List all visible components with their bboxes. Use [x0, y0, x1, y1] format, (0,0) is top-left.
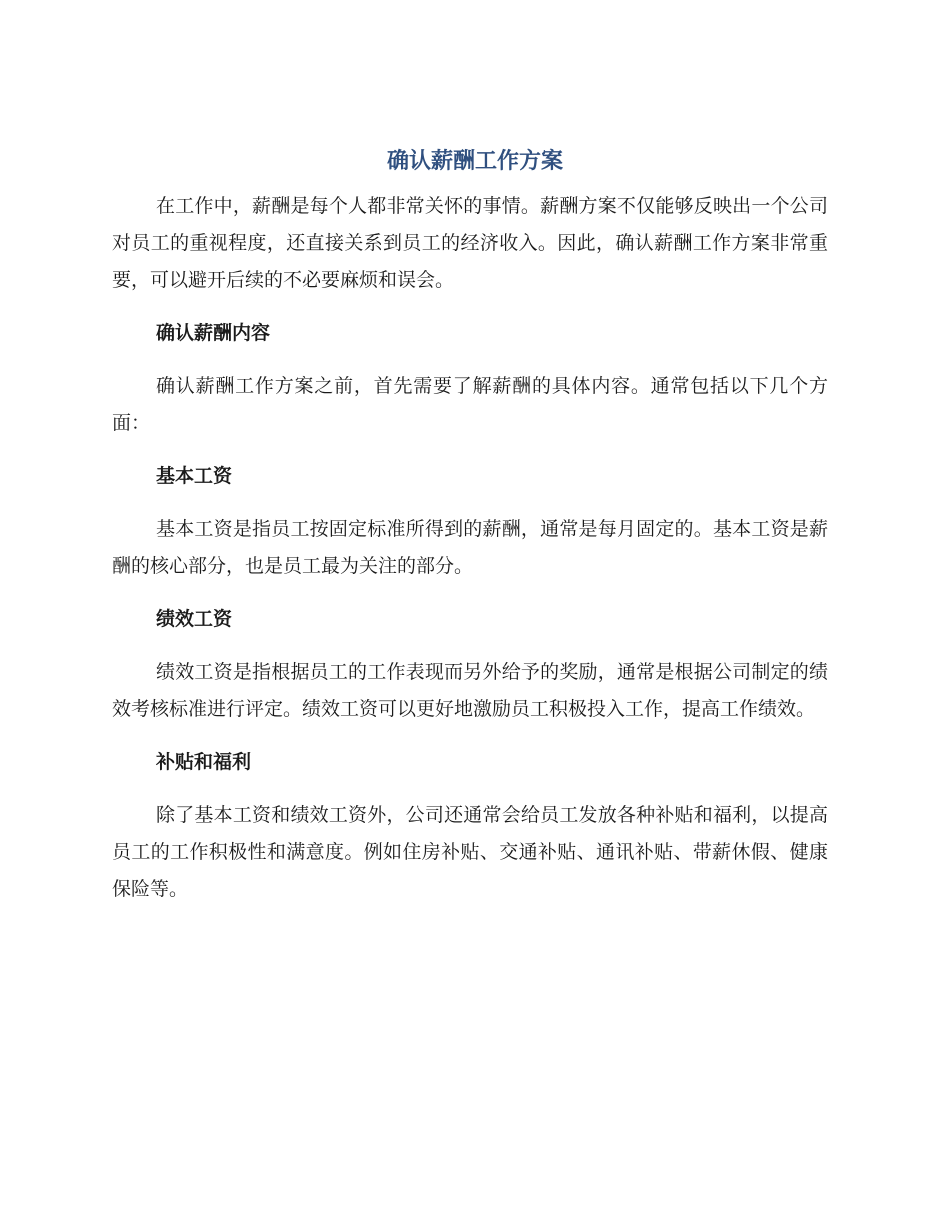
section-body-allowances-benefits: 除了基本工资和绩效工资外，公司还通常会给员工发放各种补贴和福利，以提高员工的工作积极性和满意度。例如住房补贴、交通补贴、通讯补贴、带薪休假、健康保险等。 [112, 804, 828, 900]
section-heading-performance-salary: 绩效工资 [156, 608, 233, 630]
section-heading-base-salary: 基本工资 [156, 465, 233, 487]
section-body-salary-content: 确认薪酬工作方案之前，首先需要了解薪酬的具体内容。通常包括以下几个方面： [112, 375, 828, 434]
section-body-performance-salary: 绩效工资是指根据员工的工作表现而另外给予的奖励，通常是根据公司制定的绩效考核标准进行评定。绩效工资可以更好地激励员工积极投入工作，提高工作绩效。 [112, 661, 828, 720]
intro-paragraph: 在工作中，薪酬是每个人都非常关怀的事情。薪酬方案不仅能够反映出一个公司对员工的重视程度，还直接关系到员工的经济收入。因此，确认薪酬工作方案非常重要，可以避开后续的不必要麻烦和误会。 [112, 195, 828, 291]
section-body-base-salary: 基本工资是指员工按固定标准所得到的薪酬，通常是每月固定的。基本工资是薪酬的核心部分，也是员工最为关注的部分。 [112, 518, 828, 577]
document-title: 确认薪酬工作方案 [386, 149, 563, 174]
document-body [112, 188, 828, 908]
section-heading-allowances-benefits: 补贴和福利 [156, 751, 252, 773]
section-heading-salary-content: 确认薪酬内容 [156, 322, 271, 344]
